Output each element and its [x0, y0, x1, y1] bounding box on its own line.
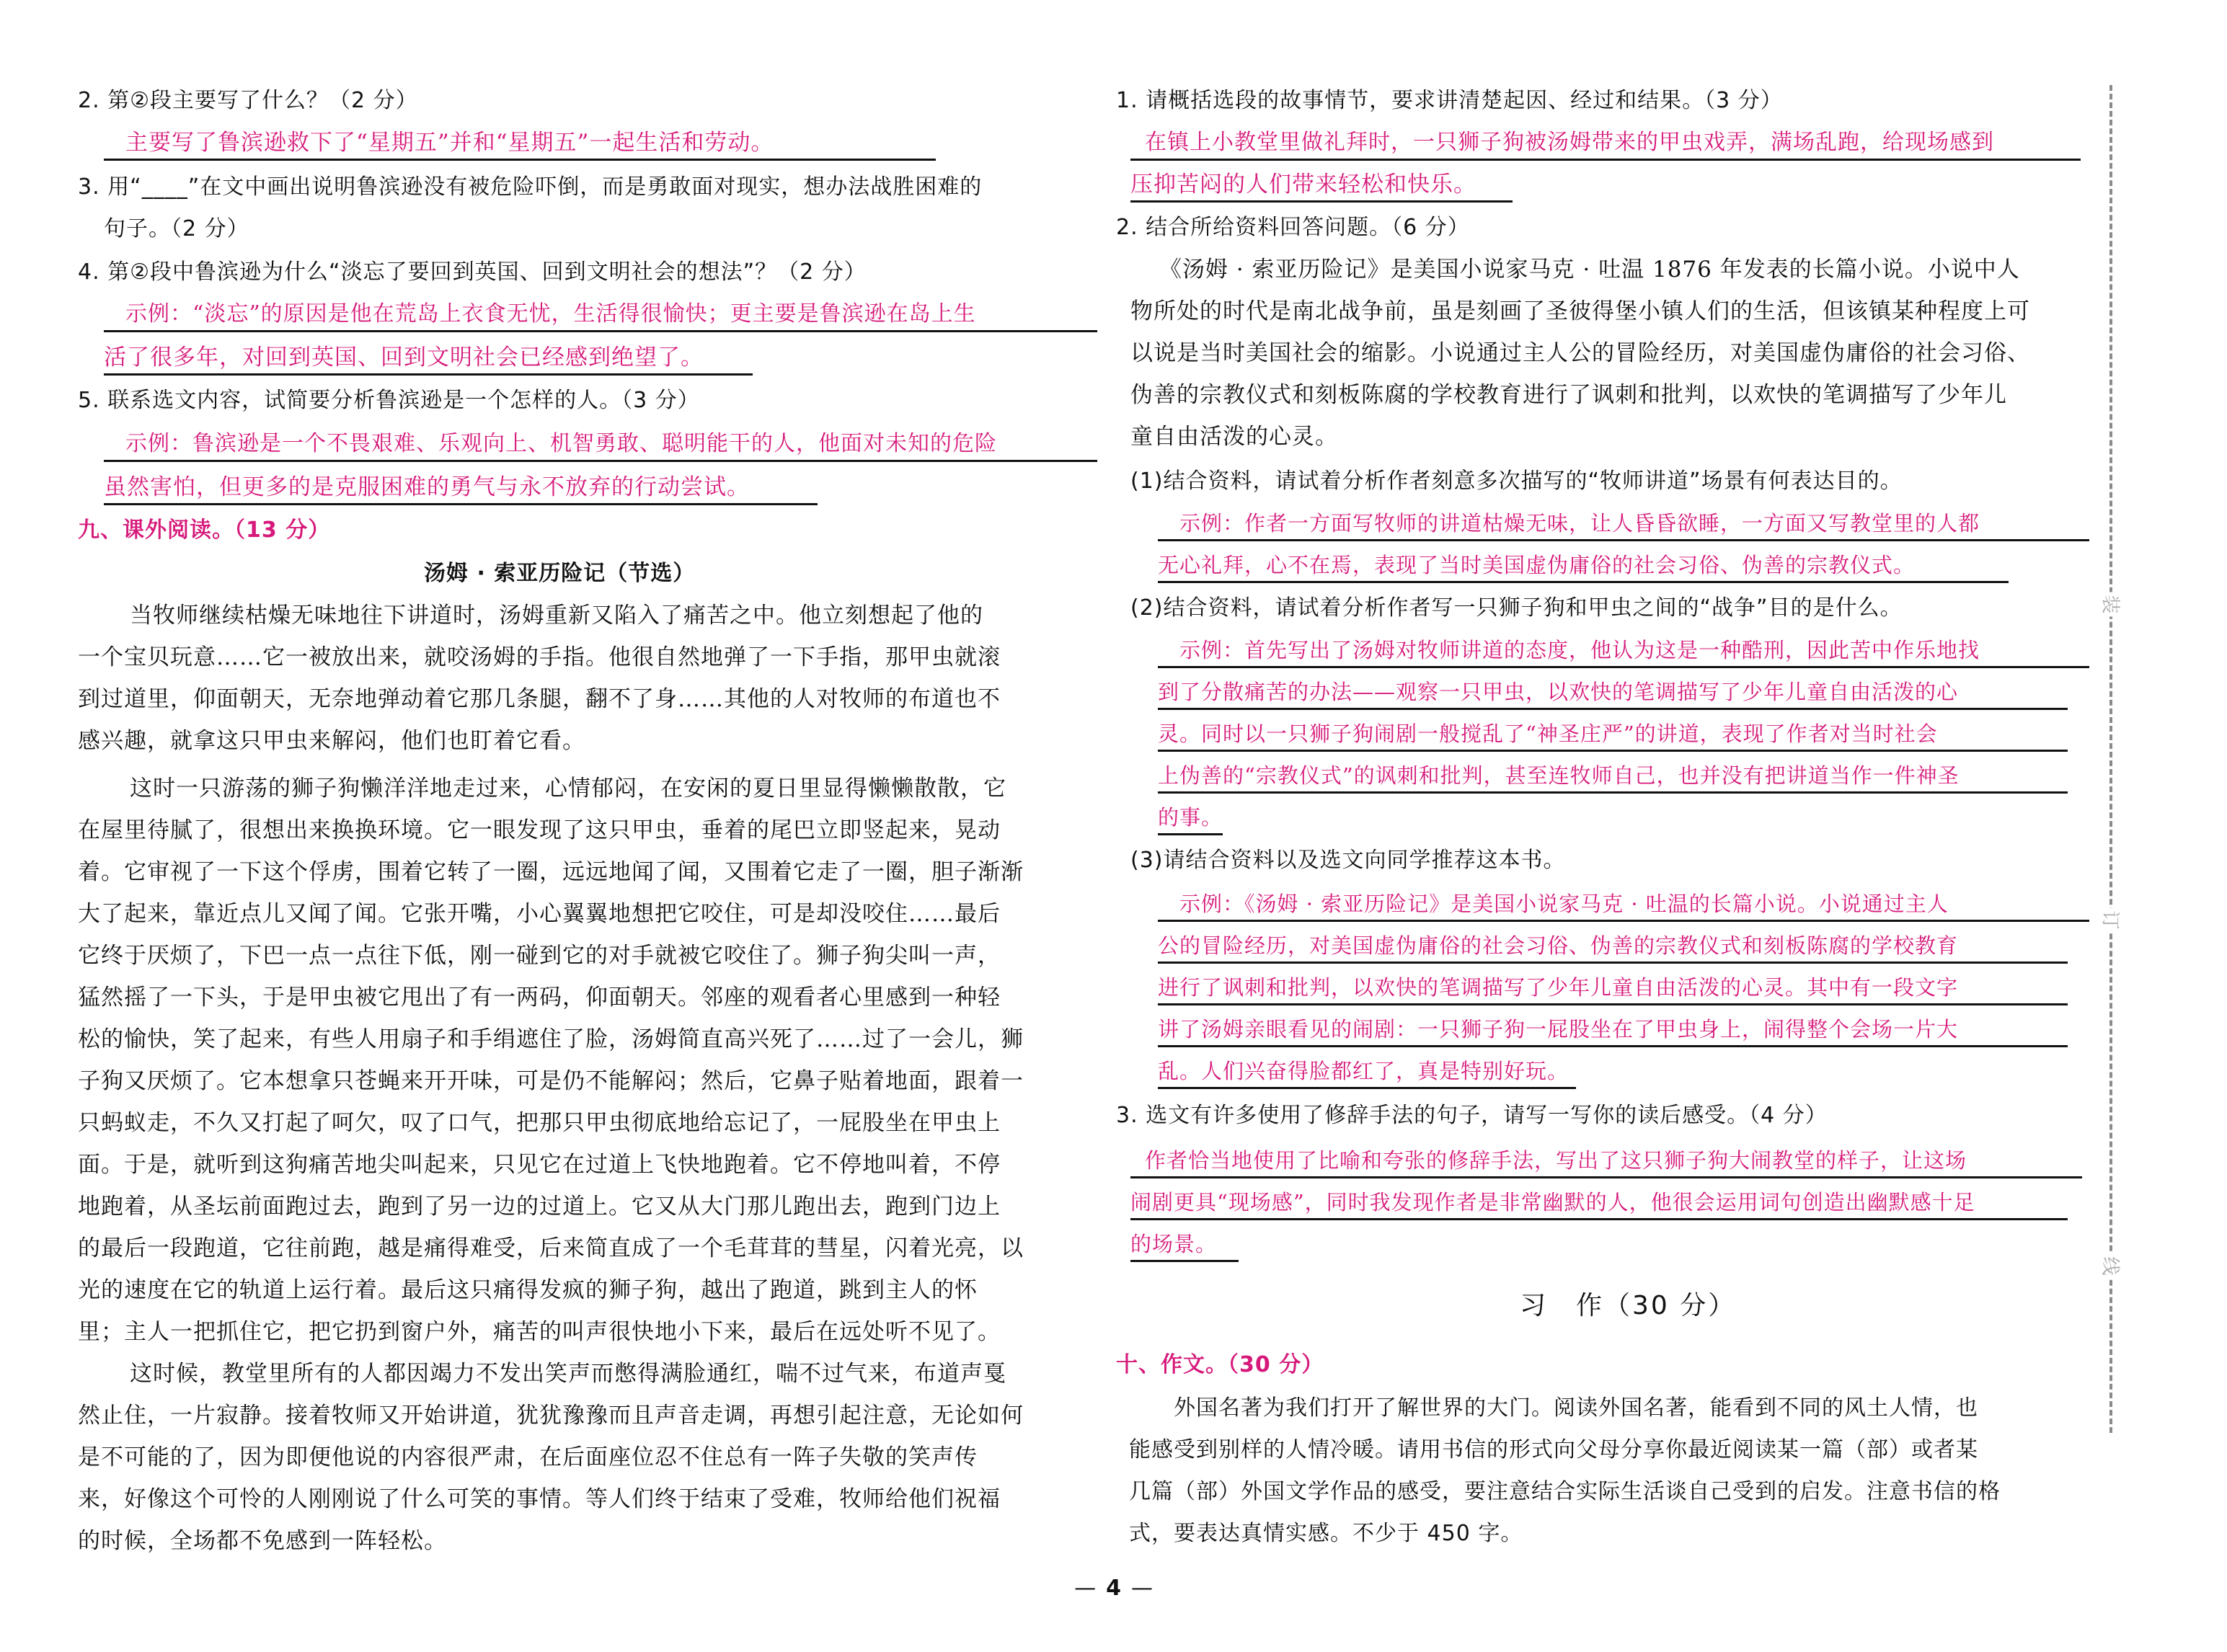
question-3-line2: 句子。（2 分）: [104, 216, 249, 241]
passage-line: 到过道里，仰面朝天，无奈地弹动着它那几条腿，翻不了身……其他的人对牧师的布道也不: [78, 686, 1001, 712]
subquestion-3: (3)请结合资料以及选文向同学推荐这本书。: [1130, 848, 1566, 873]
subanswer-2-line: 示例：首先写出了汤姆对牧师讲道的态度，他认为这是一种酷刑，因此苦中作乐地找: [1158, 634, 2089, 668]
subanswer-3-line: 示例：《汤姆 · 索亚历险记》是美国小说家马克 · 吐温的长篇小说。小说通过主人: [1158, 888, 2089, 922]
passage-line: 里；主人一把抓住它，把它扔到窗户外，痛苦的叫声很快地小下来，最后在远处听不见了。: [78, 1319, 1001, 1345]
question-3-line1: 3. 用“____”在文中画出说明鲁滨逊没有被危险吓倒，而是勇敢面对现实，想办法战胜困难的: [78, 174, 983, 200]
passage-line: 的最后一段跑道，它往前跑，越是痛得难受，后来简直成了一个毛茸茸的彗星，闪着光亮，以: [78, 1235, 1024, 1261]
material-line: 童自由活泼的心灵。: [1130, 424, 1338, 450]
subanswer-2-line: 灵。同时以一只狮子狗闹剧一般搅乱了“神圣庄严”的讲道，表现了作者对当时社会: [1158, 718, 2068, 752]
passage-line: 然止住，一片寂静。接着牧师又开始讲道，犹犹豫豫而且声音走调，再想引起注意，无论如何: [78, 1403, 1024, 1429]
passage-line: 光的速度在它的轨道上运行着。最后这只痛得发疯的狮子狗，越出了跑道，跳到主人的怀: [78, 1277, 978, 1303]
binding-dashed-line: [2109, 85, 2112, 1433]
prompt-line: 几篇（部）外国文学作品的感受，要注意结合实际生活谈自己受到的启发。注意书信的格: [1129, 1479, 2001, 1504]
passage-line: 着。它审视了一下这个俘虏，围着它转了一圈，远远地闻了闻，又围着它走了一圈，胆子渐渐: [78, 859, 1024, 885]
passage-line: 只蚂蚁走，不久又打起了呵欠，叹了口气，把那只甲虫彻底地给忘记了，一屁股坐在甲虫上: [78, 1110, 1001, 1136]
passage-line: 它终于厌烦了，下巴一点一点往下低，刚一碰到它的对手就被它咬住了。狮子狗尖叫一声，: [78, 943, 1001, 969]
answer-5-line1: 示例：鲁滨逊是一个不畏艰难、乐观向上、机智勇敢、聪明能干的人，他面对未知的危险: [104, 428, 1097, 462]
prompt-line: 能感受到别样的人情冷暖。请用书信的形式向父母分享你最近阅读某一篇（部）或者某: [1129, 1437, 1978, 1462]
footer-dash-right: —: [1130, 1576, 1153, 1601]
question-4: 4. 第②段中鲁滨逊为什么“淡忘了要回到英国、回到文明社会的想法”？（2 分）: [78, 259, 867, 285]
answer-r1-line2: 压抑苦闷的人们带来轻松和快乐。: [1130, 169, 1513, 203]
answer-2: 主要写了鲁滨逊救下了“星期五”并和“星期五”一起生活和劳动。: [104, 127, 936, 161]
passage-line: 猛然摇了一下头，于是甲虫被它甩出了有一两码，仰面朝天。邻座的观看者心里感到一种轻: [78, 985, 1001, 1011]
passage-line: 子狗又厌烦了。它本想拿只苍蝇来开开味，可是仍不能解闷；然后，它鼻子贴着地面，跟着一: [78, 1068, 1024, 1094]
question-2: 2. 第②段主要写了什么？（2 分）: [78, 88, 418, 113]
material-line: 《汤姆 · 索亚历险记》是美国小说家马克 · 吐温 1876 年发表的长篇小说。小说中人: [1159, 257, 2020, 283]
section-10-heading: 十、作文。（30 分）: [1116, 1352, 1324, 1377]
answer-5-line2: 虽然害怕，但更多的是克服困难的勇气与永不放弃的行动尝试。: [104, 471, 818, 505]
subanswer-2-line: 上伪善的“宗教仪式”的讽刺和批判，甚至连牧师自己，也并没有把讲道当作一件神圣: [1158, 760, 2068, 794]
binding-label-zhuang: 装: [2099, 592, 2125, 617]
passage-line: 大了起来，靠近点儿又闻了闻。它张开嘴，小心翼翼地想把它咬住，可是却没咬住……最后: [78, 901, 1001, 927]
passage-line: 在屋里待腻了，很想出来换换环境。它一眼发现了这只甲虫，垂着的尾巴立即竖起来，晃动: [78, 817, 1001, 843]
binding-label-xian: 线: [2099, 1254, 2125, 1279]
subanswer-3-line: 乱。人们兴奋得脸都红了，真是特别好玩。: [1158, 1055, 1576, 1089]
page-footer: [0, 1576, 2227, 1601]
subanswer-1-line1: 示例：作者一方面写牧师的讲道枯燥无味，让人昏昏欲睡，一方面又写教堂里的人都: [1158, 507, 2089, 541]
passage-line: 来，好像这个可怜的人刚刚说了什么可笑的事情。等人们终于结束了受难，牧师给他们祝福: [78, 1486, 1001, 1512]
subquestion-1: (1)结合资料，请试着分析作者刻意多次描写的“牧师讲道”场景有何表达目的。: [1130, 468, 1903, 494]
question-r3: 3. 选文有许多使用了修辞手法的句子，请写一写你的读后感受。（4 分）: [1116, 1103, 1828, 1128]
subanswer-2-line: 到了分散痛苦的办法——观察一只甲虫，以欢快的笔调描写了少年儿童自由活泼的心: [1158, 676, 2068, 710]
answer-r1-line1: 在镇上小教堂里做礼拜时，一只狮子狗被汤姆带来的甲虫戏弄，满场乱跑，给现场感到: [1130, 127, 2081, 161]
question-r1: 1. 请概括选段的故事情节，要求讲清楚起因、经过和结果。（3 分）: [1116, 88, 1783, 113]
passage-line: 感兴趣，就拿这只甲虫来解闷，他们也盯着它看。: [78, 728, 585, 754]
passage-line: 是不可能的了，因为即便他说的内容很严肃，在后面座位忍不住总有一阵子失敬的笑声传: [78, 1444, 978, 1470]
subanswer-2-line: 的事。: [1158, 801, 1223, 835]
section-9-heading: 九、课外阅读。（13 分）: [78, 518, 331, 543]
passage-line: 这时一只游荡的狮子狗懒洋洋地走过来，心情郁闷，在安闲的夏日里显得懒懒散散，它: [130, 776, 1006, 801]
subanswer-3-line: 讲了汤姆亲眼看见的闹剧：一只狮子狗一屁股坐在了甲虫身上，闹得整个会场一片大: [1158, 1013, 2068, 1047]
binding-label-ding: 订: [2099, 908, 2125, 933]
question-r2: 2. 结合所给资料回答问题。（6 分）: [1116, 215, 1470, 240]
prompt-line: 式，要表达真情实感。不少于 450 字。: [1129, 1521, 1523, 1546]
footer-dash-left: —: [1074, 1576, 1097, 1601]
page-number: 4: [1106, 1576, 1121, 1601]
passage-line: 面。于是，就听到这狗痛苦地尖叫起来，只见它在过道上飞快地跑着。它不停地叫着，不停: [78, 1152, 1001, 1178]
answer-r3-line: 闹剧更具“现场感”，同时我发现作者是非常幽默的人，他很会运用词句创造出幽默感十足: [1130, 1186, 2068, 1220]
passage-title: 汤姆 · 索亚历险记（节选）: [424, 561, 696, 586]
subquestion-2: (2)结合资料，请试着分析作者写一只狮子狗和甲虫之间的“战争”目的是什么。: [1130, 595, 1903, 621]
answer-4-line2: 活了很多年，对回到英国、回到文明社会已经感到绝望了。: [104, 342, 753, 376]
subanswer-3-line: 进行了讽刺和批判，以欢快的笔调描写了少年儿童自由活泼的心灵。其中有一段文字: [1158, 972, 2068, 1005]
passage-line: 这时候，教堂里所有的人都因竭力不发出笑声而憋得满脸通红，喘不过气来，布道声戛: [130, 1361, 1006, 1387]
writing-section-title: 习 作（30 分）: [1520, 1291, 1737, 1320]
passage-line: 当牧师继续枯燥无味地往下讲道时，汤姆重新又陷入了痛苦之中。他立刻想起了他的: [130, 603, 983, 629]
passage-line: 地跑着，从圣坛前面跑过去，跑到了另一边的过道上。它又从大门那儿跑出去，跑到门边上: [78, 1194, 1001, 1220]
answer-r3-line: 的场景。: [1130, 1228, 1239, 1262]
material-line: 以说是当时美国社会的缩影。小说通过主人公的冒险经历，对美国虚伪庸俗的社会习俗、: [1130, 340, 2030, 366]
passage-line: 一个宝贝玩意……它一被放出来，就咬汤姆的手指。他很自然地弹了一下手指，那甲虫就滚: [78, 644, 1001, 670]
passage-line: 的时候，全场都不免感到一阵轻松。: [78, 1528, 447, 1554]
material-line: 伪善的宗教仪式和刻板陈腐的学校教育进行了讽刺和批判，以欢快的笔调描写了少年儿: [1130, 382, 2007, 408]
answer-4-line1: 示例：“淡忘”的原因是他在荒岛上衣食无忧，生活得很愉快；更主要是鲁滨逊在岛上生: [104, 298, 1097, 332]
passage-line: 松的愉快，笑了起来，有些人用扇子和手绢遮住了脸，汤姆简直高兴死了……过了一会儿，狮: [78, 1026, 1024, 1052]
prompt-line: 外国名著为我们打开了解世界的大门。阅读外国名著，能看到不同的风土人情，也: [1174, 1395, 1978, 1421]
material-line: 物所处的时代是南北战争前，虽是刻画了圣彼得堡小镇人们的生活，但该镇某种程度上可: [1130, 298, 2030, 324]
subanswer-1-line2: 无心礼拜，心不在焉，表现了当时美国虚伪庸俗的社会习俗、伪善的宗教仪式。: [1158, 549, 2009, 583]
question-5: 5. 联系选文内容，试简要分析鲁滨逊是一个怎样的人。（3 分）: [78, 388, 700, 413]
answer-r3-line: 作者恰当地使用了比喻和夸张的修辞手法，写出了这只狮子狗大闹教堂的样子，让这场: [1130, 1145, 2082, 1178]
subanswer-3-line: 公的冒险经历，对美国虚伪庸俗的社会习俗、伪善的宗教仪式和刻板陈腐的学校教育: [1158, 930, 2068, 964]
